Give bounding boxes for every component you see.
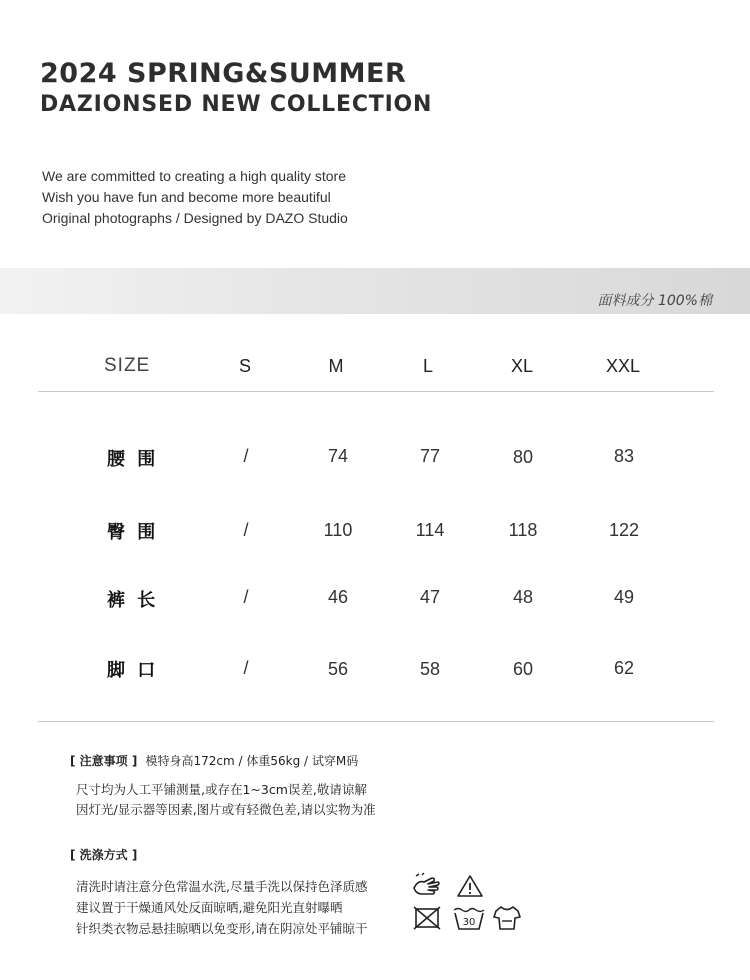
fabric-composition: 面料成分 100%棉 (597, 293, 712, 309)
size-m-header: M (328, 356, 344, 376)
collection-title: 2024 SPRING&SUMMER (40, 58, 407, 89)
table-cell: 62 (613, 658, 635, 678)
size-l-header: L (422, 356, 433, 376)
table-cell: 114 (415, 520, 445, 540)
table-cell: / (243, 520, 249, 540)
table-cell: 122 (608, 520, 640, 540)
wash-30-icon (452, 904, 486, 932)
table-cell: 80 (512, 447, 534, 467)
size-xl-header: XL (510, 356, 534, 376)
no-tumble-dry-icon (413, 906, 441, 930)
table-cell: 110 (323, 520, 353, 540)
washing-line: 建议置于干燥通风处反面晾晒,避免阳光直射曝晒 (76, 900, 343, 915)
table-cell: 60 (512, 659, 534, 679)
tagline-line: Wish you have fun and become more beautiful (42, 189, 331, 205)
warning-icon (456, 874, 484, 898)
tagline-line: We are committed to creating a high quality store (42, 168, 347, 184)
washing-line: 清洗时请注意分色常温水洗,尽量手洗以保持色泽质感 (76, 879, 368, 894)
table-cell: / (243, 587, 249, 607)
row-label-hip: 臀 围 (107, 522, 159, 543)
note-line: 尺寸均为人工平铺测量,或存在1~3cm误差,敬请谅解 (76, 782, 367, 797)
size-header: SIZE (104, 355, 151, 376)
table-cell: 118 (508, 520, 538, 540)
collection-subtitle: DAZIONSED NEW COLLECTION (40, 92, 433, 117)
table-cell: 46 (327, 587, 349, 607)
size-s-header: S (238, 356, 251, 376)
tagline (42, 166, 348, 229)
table-divider-bottom (38, 721, 714, 722)
row-label-waist: 腰 围 (107, 449, 159, 470)
notes-heading (70, 752, 376, 769)
table-divider-top (38, 391, 714, 392)
table-cell: 49 (613, 587, 635, 607)
table-cell: 56 (327, 659, 349, 679)
table-cell: 77 (419, 446, 441, 466)
notes-title: [ 注意事项 ] (70, 754, 138, 768)
washing-title: [ 洗涤方式 ] (70, 848, 138, 862)
table-cell: / (243, 446, 249, 466)
model-info: 模特身高172cm / 体重56kg / 试穿M码 (145, 754, 359, 768)
table-cell: 47 (419, 587, 441, 607)
tagline-line: Original photographs / Designed by DAZO Studio (42, 210, 348, 226)
table-cell: 83 (613, 446, 635, 466)
note-line: 因灯光/显示器等因素,图片或有轻微色差,请以实物为准 (76, 802, 376, 817)
dry-flat-icon (492, 904, 522, 932)
notes-section (70, 752, 376, 820)
table-cell: / (243, 658, 249, 678)
washing-section (70, 846, 367, 939)
table-cell: 58 (419, 659, 441, 679)
wash-temperature: 30 (462, 917, 476, 928)
table-cell: 48 (512, 587, 534, 607)
row-label-leg-opening: 脚 口 (107, 660, 159, 681)
table-cell: 74 (327, 446, 349, 466)
size-xxl-header: XXL (605, 356, 641, 376)
hand-wash-icon (412, 872, 442, 898)
row-label-length: 裤 长 (107, 590, 159, 611)
washing-line: 针织类衣物忌悬挂晾晒以免变形,请在阴凉处平铺晾干 (76, 921, 368, 936)
